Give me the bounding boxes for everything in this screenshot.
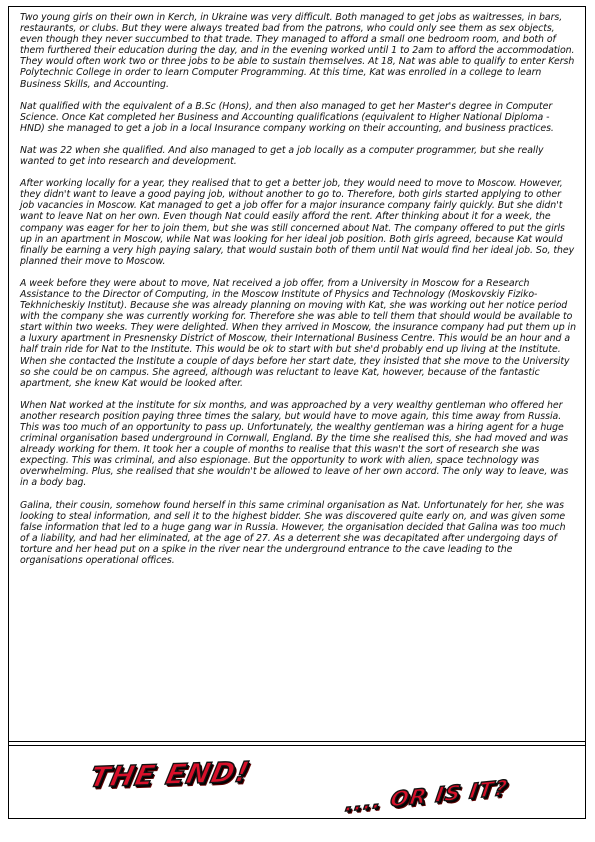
story-paragraph: Two young girls on their own in Kerch, in Ukraine was very difficult. Both managed to get jobs as waitresses, in bars, restaurants, or clubs. But they were always treated bad from the patrons, who could only see them as sex objects, even though they never succumbed to that trade. They managed to afford a small one bedroom room, and both of them furthered their education during the day, and in the evening worked until 1 to 2am to afford the accommodation. They would often work two or three jobs to be able to sustain themselves. At 18, Nat was able to qualify to enter Kersh Polytechnic College in order to learn Computer Programming. At this time, Kat was enrolled in a college to learn Business Skills, and Accounting. xyxy=(20,12,575,90)
story-paragraph: Galina, their cousin, somehow found herself in this same criminal organisation as Nat. Unfortunately for her, she was looking to steal information, and sell it to the highest bidder. She was discovered quite early on, and was given some false information that led to a huge gang war in Russia. However, the organisation decided that Galina was too much of a liability, and had her eliminated, at the age of 27. As a deterrent she was decapitated after undergoing days of torture and her head put on a spike in the river near the underground entrance to the cave leading to the organisations operational offices. xyxy=(20,499,566,567)
story-panel xyxy=(8,6,586,742)
story-paragraph: After working locally for a year, they realised that to get a better job, they would need to move to Moscow. However, they didn't want to leave a good paying job, without another to go to. Therefore, both girls started applying to other job vacancies in Moscow. Kat managed to get a job offer for a major insurance company fairly quickly. But she didn't want to leave Nat on her own. Even though Nat could easily afford the rent. After thinking about it for a week, the company was eager for her to join them, but she was still concerned about Nat. The company offered to put the girls up in an apartment in Moscow, while Nat was looking for her ideal job position. Both girls agreed, because Kat would finally be earning a very high paying salary, that would sustain both of them until Nat would find her ideal job. So, they planned their move to Moscow. xyxy=(20,178,575,267)
story-paragraph: Nat was 22 when she qualified. And also managed to get a job locally as a computer programmer, but she really wanted to get into research and development. xyxy=(20,144,544,168)
story-paragraph: Nat qualified with the equivalent of a B.Sc (Hons), and then also managed to get her Master's degree in Computer Science. Once Kat completed her Business and Accounting qualifications (equivalent to Higher National Diploma - HND) she managed to get a job in a local Insurance company working on their accounting, and business practices. xyxy=(20,100,554,134)
ending-panel xyxy=(8,745,586,819)
story-paragraph: A week before they were about to move, Nat received a job offer, from a University in Moscow for a Research Assistance to the Director of Computing, in the Moscow Institute of Physics and Technology (Moskovskiy Fiziko-Tekhnicheskiy Institut). Because she was already planning on moving with Kat, she was working out her notice period with the company she was currently working for. Therefore she was able to tell them that should would be available to start within two weeks. They were delighted. When they arrived in Moscow, the insurance company had put them up in a luxury apartment in Presnensky District of Moscow, their International Business Centre. This would be an hour and a half train ride for Nat to the Institute. This would be ok to start with but she'd probably end up living at the Institute. When she contacted the Institute a couple of days before her start date, they insisted that she move to the University so she could be on campus. She agreed, although was reluctant to leave Kat, however, because of the fantastic apartment, she knew Kat would be looked after. xyxy=(20,277,576,389)
or-is-it-caption: .... OR IS IT? xyxy=(343,775,510,817)
the-end-title: THE END! xyxy=(86,755,254,794)
story-text xyxy=(20,12,577,566)
story-paragraph: When Nat worked at the institute for six months, and was approached by a very wealthy gentleman who offered her another research position paying three times the salary, but would have to move again, this time away from Russia. This was too much of an opportunity to pass up. Unfortunately, the wealthy gentleman was a hiring agent for a huge criminal organisation based underground in Cornwall, England. By the time she realised this, she had moved and was already working for them. It took her a couple of months to realise that this wasn't the sort of research she was expecting. This was criminal, and also espionage. But the opportunity to work with alien, space technology was overwhelming. Plus, she realised that she wouldn't be allowed to leave of her own accord. The only way to leave, was in a body bag. xyxy=(20,399,569,489)
